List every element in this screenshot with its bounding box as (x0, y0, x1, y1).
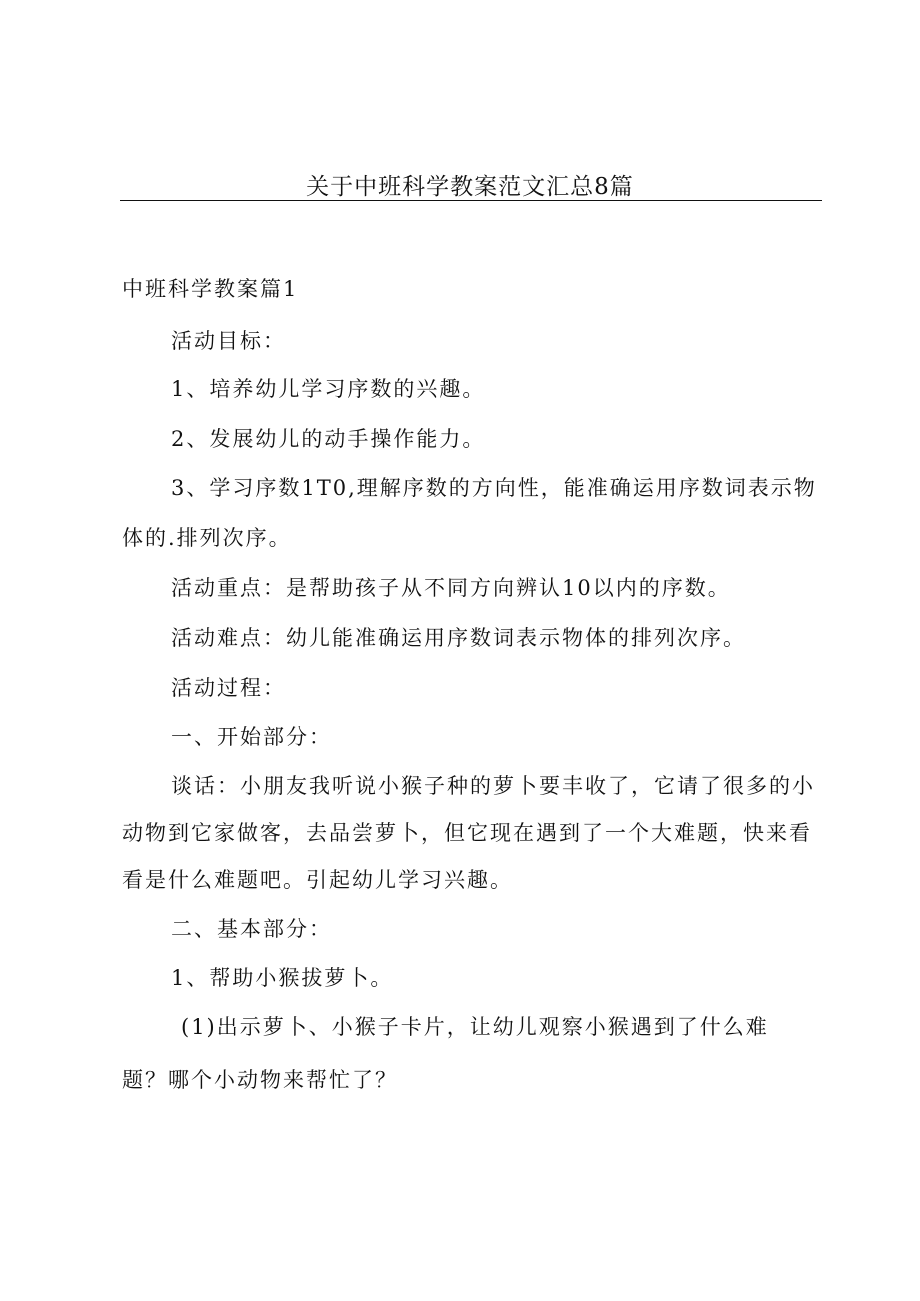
paragraph-line: 1、培养幼儿学习序数的兴趣。 (171, 377, 486, 401)
paragraph-line: 1、帮助小猴拔萝卜。 (171, 966, 394, 990)
document-title: 关于中班科学教案范文汇总8篇 (306, 174, 634, 200)
paragraph-line: 题？哪个小动物来帮忙了？ (122, 1068, 398, 1092)
paragraph-line: 谈话：小朋友我听说小猴子种的萝卜要丰收了，它请了很多的小 (171, 774, 815, 798)
paragraph-line: 活动过程： (171, 676, 286, 700)
paragraph-line: 3、学习序数1T0,理解序数的方向性，能准确运用序数词表示物 (171, 476, 817, 500)
paragraph-line: (1)出示萝卜、小猴子卡片，让幼儿观察小猴遇到了什么难 (181, 1015, 769, 1039)
paragraph-line: 一、开始部分： (171, 725, 332, 749)
paragraph-line: 活动重点：是帮助孩子从不同方向辨认10以内的序数。 (171, 576, 731, 600)
paragraph-line: 活动目标： (171, 329, 286, 353)
paragraph-line: 看是什么难题吧。引起幼儿学习兴趣。 (122, 868, 513, 892)
section-heading: 中班科学教案篇1 (122, 277, 299, 301)
paragraph-line: 动物到它家做客，去品尝萝卜，但它现在遇到了一个大难题，快来看 (122, 821, 812, 845)
paragraph-line: 二、基本部分： (171, 917, 332, 941)
paragraph-line: 活动难点：幼儿能准确运用序数词表示物体的排列次序。 (171, 626, 746, 650)
paragraph-line: 2、发展幼儿的动手操作能力。 (171, 427, 486, 451)
paragraph-line: 体的.排列次序。 (122, 526, 292, 550)
title-underline (120, 200, 822, 201)
